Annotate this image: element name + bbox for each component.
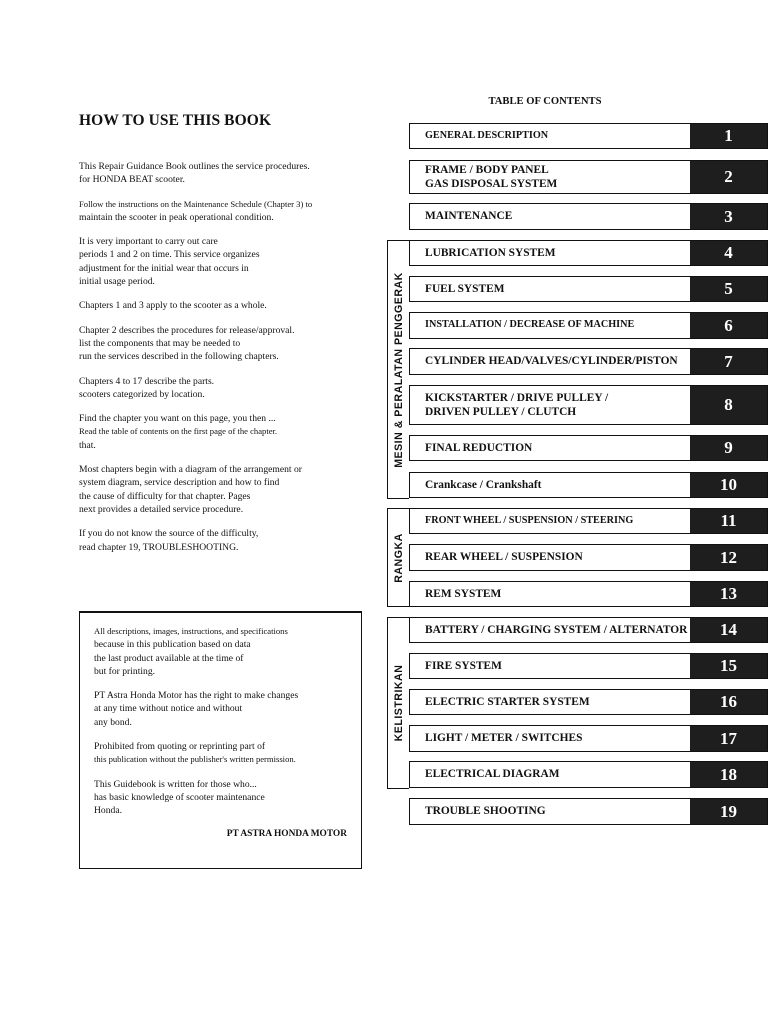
toc-group-label: KELISTRIKAN	[392, 664, 405, 742]
toc-item-label: FIRE SYSTEM	[425, 659, 502, 672]
toc-group-bracket	[387, 617, 409, 789]
toc-item-label: LIGHT / METER / SWITCHES	[425, 732, 583, 745]
toc-item-number: 19	[690, 799, 767, 824]
toc-item-2[interactable]	[409, 160, 768, 194]
toc-item-number: 6	[690, 313, 767, 338]
toc-item-label: LUBRICATION SYSTEM	[425, 246, 556, 259]
intro-line: for HONDA BEAT scooter.	[79, 174, 185, 186]
toc-group-label: MESIN & PERALATAN PENGGERAK	[392, 271, 405, 468]
toc-item-number: 10	[690, 473, 767, 497]
notice-paragraph	[94, 740, 347, 767]
notice-paragraph	[94, 625, 347, 678]
intro-line: maintain the scooter in peak operational condition.	[79, 211, 274, 223]
intro-line: Read the table of contents on the first page of the chapter.	[79, 426, 278, 437]
toc-item-9[interactable]	[409, 435, 768, 461]
toc-item-number: 11	[690, 509, 767, 533]
toc-item-number: 2	[690, 161, 767, 193]
notice-line: This Guidebook is written for those who...	[94, 778, 257, 790]
intro-line: It is very important to carry out care	[79, 236, 218, 248]
toc-item-number: 4	[690, 241, 767, 265]
toc-group-bracket	[387, 240, 409, 499]
toc-item-13[interactable]	[409, 581, 768, 607]
toc-item-5[interactable]	[409, 276, 768, 302]
toc-item-number: 16	[690, 690, 767, 714]
intro-line: run the services described in the following chapters.	[79, 351, 279, 363]
toc-item-19[interactable]	[409, 798, 768, 825]
intro-line: Chapters 1 and 3 apply to the scooter as a whole.	[79, 300, 267, 312]
toc-item-label: FRAME / BODY PANEL GAS DISPOSAL SYSTEM	[425, 163, 558, 190]
intro-line: This Repair Guidance Book outlines the service procedures.	[79, 161, 310, 172]
intro-paragraph	[79, 235, 341, 288]
notice-line: All descriptions, images, instructions, and specifications	[94, 626, 288, 636]
notice-line: has basic knowledge of scooter maintenance	[94, 791, 265, 803]
toc-item-6[interactable]	[409, 312, 768, 339]
how-to-use-title: HOW TO USE THIS BOOK	[79, 112, 272, 129]
toc-item-label: MAINTENANCE	[425, 210, 513, 223]
toc-item-16[interactable]	[409, 689, 768, 715]
intro-line: Follow the instructions on the Maintenance Schedule (Chapter 3) to	[79, 198, 313, 209]
toc-item-number: 9	[690, 436, 767, 460]
intro-line: system diagram, service description and how to find	[79, 477, 280, 489]
toc-item-1[interactable]	[409, 123, 768, 149]
intro-line: Find the chapter you want on this page, you then ...	[79, 413, 276, 425]
intro-line: the cause of difficulty for that chapter. Pages	[79, 490, 251, 502]
notice-line: the last product available at the time of	[94, 652, 244, 664]
toc-item-label: ELECTRIC STARTER SYSTEM	[425, 695, 590, 708]
intro-paragraph	[79, 375, 341, 402]
toc-item-number: 3	[690, 204, 767, 229]
toc-item-number: 8	[690, 386, 767, 424]
toc-item-label: Crankcase / Crankshaft	[425, 478, 542, 491]
intro-paragraph	[79, 527, 341, 554]
toc-title: TABLE OF CONTENTS	[488, 96, 602, 107]
toc-item-label: FUEL SYSTEM	[425, 282, 505, 295]
how-to-use-section	[79, 112, 341, 565]
toc-group-label: RANGKA	[392, 532, 405, 583]
toc-item-label: KICKSTARTER / DRIVE PULLEY / DRIVEN PULLEY / CLUTCH	[425, 391, 609, 418]
intro-paragraph	[79, 463, 341, 516]
toc-item-number: 7	[690, 349, 767, 374]
intro-paragraph	[79, 299, 341, 312]
intro-line: initial usage period.	[79, 276, 155, 288]
toc-item-number: 17	[690, 726, 767, 751]
intro-line: Most chapters begin with a diagram of the arrangement or	[79, 464, 302, 476]
notice-line: Honda.	[94, 805, 122, 817]
toc-item-14[interactable]	[409, 617, 768, 643]
toc-item-label: INSTALLATION / DECREASE OF MACHINE	[425, 319, 635, 331]
notice-line: PT Astra Honda Motor has the right to make changes	[94, 690, 299, 702]
intro-line: that.	[79, 439, 96, 451]
intro-line: next provides a detailed service procedure.	[79, 503, 244, 515]
intro-paragraph	[79, 198, 341, 225]
notice-paragraph	[94, 778, 347, 818]
toc-item-number: 1	[690, 124, 767, 148]
toc-item-label: CYLINDER HEAD/VALVES/CYLINDER/PISTON	[425, 355, 678, 368]
toc-item-label: GENERAL DESCRIPTION	[425, 129, 549, 141]
toc-item-17[interactable]	[409, 725, 768, 752]
toc-item-12[interactable]	[409, 544, 768, 571]
toc-item-8[interactable]	[409, 385, 768, 425]
toc-item-label: REAR WHEEL / SUSPENSION	[425, 551, 583, 564]
toc-item-10[interactable]	[409, 472, 768, 498]
notice-box	[79, 611, 362, 869]
toc-item-label: BATTERY / CHARGING SYSTEM / ALTERNATOR	[425, 623, 688, 636]
publisher-signature: PT ASTRA HONDA MOTOR	[226, 828, 347, 839]
toc-item-4[interactable]	[409, 240, 768, 266]
toc-item-label: FRONT WHEEL / SUSPENSION / STEERING	[425, 514, 634, 526]
intro-line: periods 1 and 2 on time. This service organizes	[79, 249, 260, 261]
toc-item-label: REM SYSTEM	[425, 587, 502, 600]
how-to-use-body	[79, 160, 341, 554]
notice-paragraph	[94, 689, 347, 729]
toc-item-number: 13	[690, 582, 767, 606]
intro-line: scooters categorized by location.	[79, 388, 205, 400]
toc-item-3[interactable]	[409, 203, 768, 230]
intro-paragraph	[79, 412, 341, 452]
intro-line: list the components that may be needed to	[79, 337, 241, 349]
toc-item-number: 12	[690, 545, 767, 570]
intro-paragraph	[79, 324, 341, 364]
toc-item-label: TROUBLE SHOOTING	[425, 805, 546, 818]
intro-line: Chapters 4 to 17 describe the parts.	[79, 375, 215, 387]
toc-item-11[interactable]	[409, 508, 768, 534]
toc-item-18[interactable]	[409, 761, 768, 788]
toc-item-number: 15	[690, 654, 767, 678]
notice-body	[94, 625, 347, 818]
toc-item-7[interactable]	[409, 348, 768, 375]
toc-item-number: 14	[690, 618, 767, 642]
notice-line: at any time without notice and without	[94, 703, 243, 715]
toc-item-label: FINAL REDUCTION	[425, 441, 533, 454]
toc-item-15[interactable]	[409, 653, 768, 679]
intro-line: Chapter 2 describes the procedures for release/approval.	[79, 324, 295, 336]
notice-line: this publication without the publisher's written permission.	[94, 754, 296, 765]
notice-line: but for printing.	[94, 665, 156, 677]
intro-line: read chapter 19, TROUBLESHOOTING.	[79, 541, 239, 553]
intro-paragraph	[79, 160, 341, 187]
notice-line: Prohibited from quoting or reprinting part of	[94, 741, 266, 753]
toc-item-number: 18	[690, 762, 767, 787]
intro-line: If you do not know the source of the difficulty,	[79, 528, 259, 540]
intro-line: adjustment for the initial wear that occurs in	[79, 262, 249, 274]
notice-line: because in this publication based on data	[94, 639, 251, 651]
toc-item-label: ELECTRICAL DIAGRAM	[425, 768, 560, 781]
notice-line: any bond.	[94, 716, 132, 728]
toc-item-number: 5	[690, 277, 767, 301]
toc-group-bracket	[387, 508, 409, 607]
